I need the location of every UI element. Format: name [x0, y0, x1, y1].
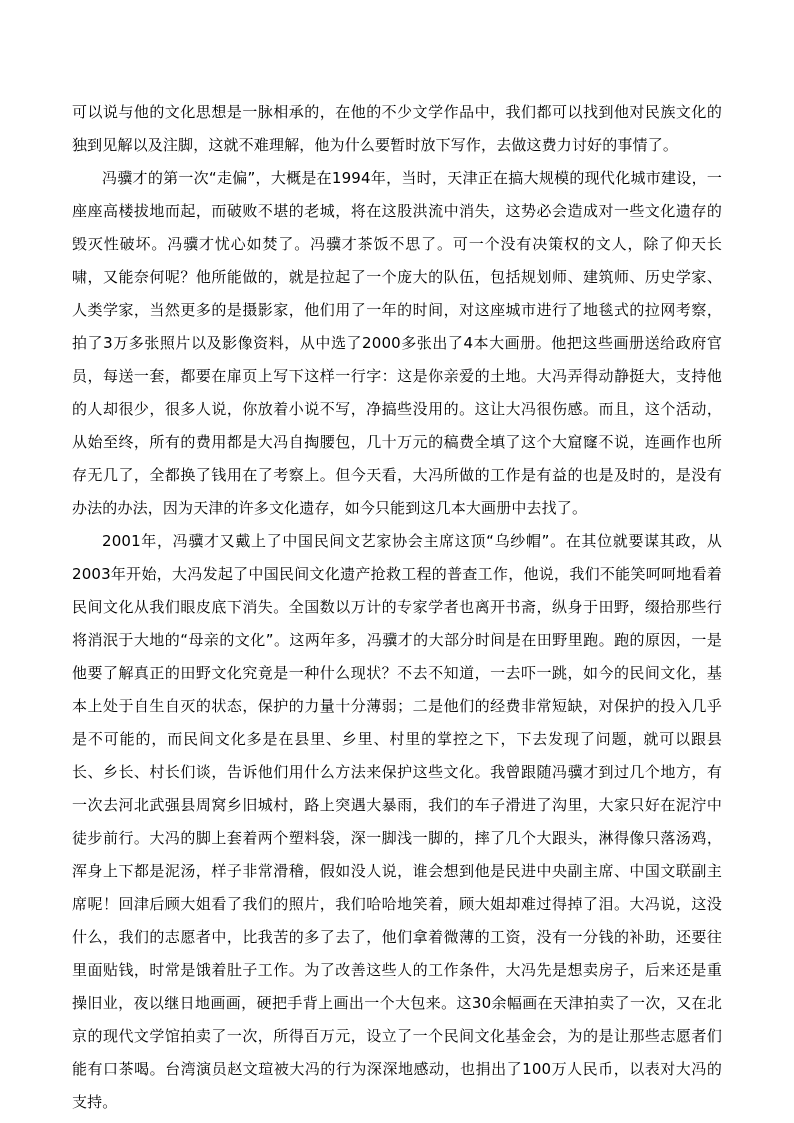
paragraph-1: 可以说与他的文化思想是一脉相承的，在他的不少文学作品中，我们都可以找到他对民族文化的独到见解以及注脚，这就不难理解，他为什么要暂时放下写作，去做这费力讨好的事情了。 [72, 103, 722, 154]
paragraph-2: 冯骥才的第一次“走偏”，大概是在1994年，当时，天津正在搞大规模的现代化城市建设，一座座高楼拔地而起，而破败不堪的老城，将在这股洪流中消失，这势必会造成对一些文化遗存的毁灭性破坏。冯骥才忧心如焚了。冯骥才茶饭不思了。可一个没有决策权的文人，除了仰天长啸，又能奈何呢？他所能做的，就是拉起了一个庞大的队伍，包括规划师、建筑师、历史学家、人类学家，当然更多的是摄影家，他们用了一年的时间，对这座城市进行了地毯式的拉网考察，拍了3万多张照片以及影像资料，从中选了2000多张出了4本大画册。他把这些画册送给政府官员，每送一套，都要在扉页上写下这样一行字：这是你亲爱的土地。大冯弄得动静挺大，支持他的人却很少，很多人说，你放着小说不写，净搞些没用的。这让大冯很伤感。而且，这个活动，从始至终，所有的费用都是大冯自掏腰包，几十万元的稿费全填了这个大窟窿不说，连画作也所存无几了，全都换了钱用在了考察上。但今天看，大冯所做的工作是有益的也是及时的，是没有办法的办法，因为天津的许多文化遗存，如今只能到这几本大画册中去找了。 [72, 169, 722, 517]
document-body [72, 96, 722, 1119]
paragraph-3: 2001年，冯骥才又戴上了中国民间文艺家协会主席这顶“乌纱帽”。在其位就要谋其政，从2003年开始，大冯发起了中国民间文化遗产抢救工程的普查工作，他说，我们不能笑呵呵地看着民间文化从我们眼皮底下消失。全国数以万计的专家学者也离开书斋，纵身于田野，缀拾那些行将消泯于大地的“母亲的文化”。这两年多，冯骥才的大部分时间是在田野里跑。跑的原因，一是他要了解真正的田野文化究竟是一种什么现状？不去不知道，一去吓一跳，如今的民间文化，基本上处于自生自灭的状态，保护的力量十分薄弱；二是他们的经费非常短缺，对保护的投入几乎是不可能的，而民间文化多是在县里、乡里、村里的掌控之下，下去发现了问题，就可以跟县长、乡长、村长们谈，告诉他们用什么方法来保护这些文化。我曾跟随冯骥才到过几个地方，有一次去河北武强县周窝乡旧城村，路上突遇大暴雨，我们的车子滑进了沟里，大家只好在泥泞中徒步前行。大冯的脚上套着两个塑料袋，深一脚浅一脚的，摔了几个大跟头，淋得像只落汤鸡，浑身上下都是泥汤，样子非常滑稽，假如没人说，谁会想到他是民进中央副主席、中国文联副主席呢！回津后顾大姐看了我们的照片，我们哈哈地笑着，顾大姐却难过得掉了泪。大冯说，这没什么，我们的志愿者中，比我苦的多了去了，他们拿着微薄的工资，没有一分钱的补助，还要往里面贴钱，时常是饿着肚子工作。为了改善这些人的工作条件，大冯先是想卖房子，后来还是重操旧业，夜以继日地画画，硬把手背上画出一个大包来。这30余幅画在天津拍卖了一次，又在北京的现代文学馆拍卖了一次，所得百万元，设立了一个民间文化基金会，为的是让那些志愿者们能有口茶喝。台湾演员赵文瑄被大冯的行为深深地感动，也捐出了100万人民币，以表对大冯的支持。 [72, 532, 722, 1111]
